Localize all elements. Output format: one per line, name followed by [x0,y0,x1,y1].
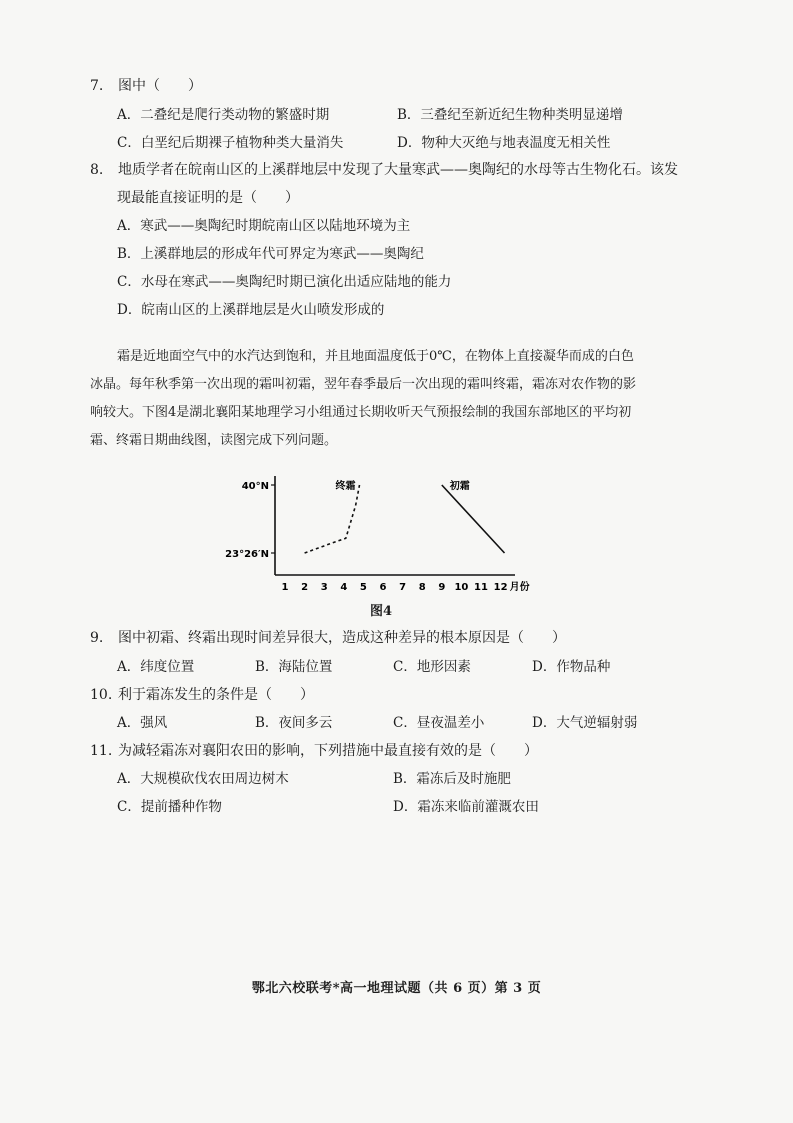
question-text: 图中初霜、终霜出现时间差异很大，造成这种差异的根本原因是（ ） [118,630,566,646]
question-text: 利于霜冻发生的条件是（ ） [118,687,314,703]
x-tick-label: 9 [438,582,446,593]
x-tick-labels [282,580,530,593]
question-text: 图中（ ） [118,78,202,94]
x-tick-label: 4 [340,582,348,593]
series-layer [305,479,505,553]
q9-option-a: A．纬度位置 [117,659,195,675]
question-8-stem [90,160,678,180]
question-number: 10. [90,687,113,703]
q11-option-c: C．提前播种作物 [117,799,222,815]
x-tick-label: 8 [418,582,426,593]
question-text: 地质学者在皖南山区的上溪群地层中发现了大量寒武——奥陶纪的水母等古生物化石。该发 [118,162,678,178]
q10-option-d: D．大气逆辐射弱 [532,715,638,731]
material-line-3: 响较大。下图4是湖北襄阳某地理学习小组通过长期收听天气预报绘制的我国东部地区的平均初 [90,405,632,420]
q9-option-b: B．海陆位置 [255,659,333,675]
q11-option-a: A．大规模砍伐农田周边树木 [117,771,289,787]
material-line-4: 霜、终霜日期曲线图，读图完成下列问题。 [90,433,338,448]
figure-caption: 图4 [370,604,393,619]
y-tick-label: 40°N [241,481,269,492]
q9-option-c: C．地形因素 [393,659,471,675]
question-9-stem [90,628,566,648]
x-tick-label: 3 [320,582,328,593]
series-line-初霜 [442,485,505,553]
q10-option-b: B．夜间多云 [255,715,333,731]
q11-option-b: B．霜冻后及时施肥 [393,771,511,787]
question-number: 8. [90,162,104,178]
series-label: 终霜 [335,481,356,492]
question-11-stem [90,741,538,761]
question-10-stem [90,685,314,705]
q8-option-b: B．上溪群地层的形成年代可界定为寒武——奥陶纪 [117,246,424,262]
q7-option-a: A．二叠纪是爬行类动物的繁盛时期 [117,107,330,123]
x-tick-label: 10 [454,582,469,593]
x-tick-label: 2 [301,582,309,593]
x-tick-label: 5 [359,582,367,593]
q7-option-c: C．白垩纪后期裸子植物种类大量消失 [117,135,344,151]
q8-option-d: D．皖南山区的上溪群地层是火山喷发形成的 [117,302,385,318]
q10-option-a: A．强风 [117,715,168,731]
page-footer: 鄂北六校联考*高一地理试题（共 6 页）第 3 页 [251,981,542,996]
x-tick-label: 1 [281,582,289,593]
question-number: 7. [90,78,104,94]
q10-option-c: C．昼夜温差小 [393,715,485,731]
x-tick-label: 11 [474,582,488,593]
y-tick-labels [225,481,275,560]
series-line-终霜 [305,485,360,553]
q7-option-d: D．物种大灭绝与地表温度无相关性 [397,135,611,151]
question-text: 为减轻霜冻对襄阳农田的影响，下列措施中最直接有效的是（ ） [118,743,538,759]
question-number: 11. [90,743,113,759]
question-7-stem [90,76,202,96]
x-tick-label: 12 [493,582,508,593]
question-8-stem-cont: 现最能直接证明的是（ ） [117,190,299,206]
q8-option-a: A．寒武——奥陶纪时期皖南山区以陆地环境为主 [117,218,411,234]
question-number: 9. [90,630,104,646]
q11-option-d: D．霜冻来临前灌溉农田 [393,799,539,815]
series-label: 初霜 [449,481,470,492]
x-tick-label: 7 [399,582,407,593]
q7-option-b: B．三叠纪至新近纪生物种类明显递增 [397,107,623,123]
y-tick-label: 23°26′N [225,549,269,560]
material-line-1: 霜是近地面空气中的水汽达到饱和，并且地面温度低于0℃，在物体上直接凝华而成的白色 [117,349,634,364]
material-line-2: 冰晶。每年秋季第一次出现的霜叫初霜，翌年春季最后一次出现的霜叫终霜，霜冻对农作物的影 [90,377,637,392]
q8-option-c: C．水母在寒武——奥陶纪时期已演化出适应陆地的能力 [117,274,452,290]
x-axis-label: 月份 [509,582,530,593]
q9-option-d: D．作物品种 [532,659,611,675]
x-tick-label: 6 [379,582,387,593]
